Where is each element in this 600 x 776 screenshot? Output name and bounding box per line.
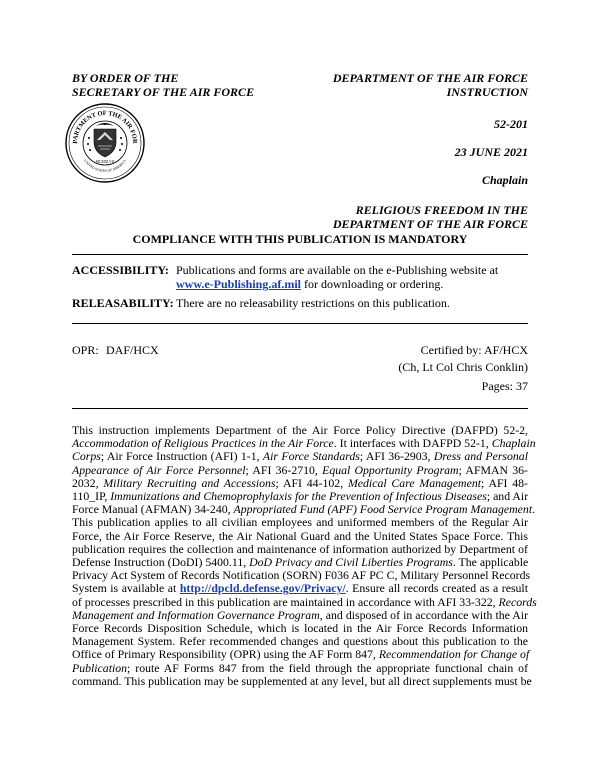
body-text: System is available at — [72, 581, 180, 596]
afpd-title: Accommodation of Religious Practices in the Air Force — [72, 436, 334, 451]
doc-title: Recommendation for Change of — [378, 647, 530, 662]
body-text: ; AFMAN 36- — [458, 462, 528, 477]
doc-title: DoD Privacy and Civil Liberties Programs — [249, 555, 453, 570]
accessibility-line1: Publications and forms are available on the e-Publishing website at — [176, 263, 499, 277]
doc-title: Medical Care Management — [347, 475, 481, 490]
certifier-name: (Ch, Lt Col Chris Conklin) — [398, 360, 528, 374]
body-text: Privacy Act System of Records Notification (SORN) F036 AF PC C, Military Personnel Records — [72, 568, 531, 583]
releasability-label: RELEASABILITY: — [72, 296, 174, 310]
doc-title: Appropriated Fund (APF) Food Service Program Management — [233, 502, 533, 517]
body-text: ; route AF Forms 847 from the field through the appropriate functional chain of — [127, 660, 528, 675]
body-line — [72, 673, 532, 688]
doc-title: Appearance of Air Force Personnel — [72, 462, 246, 477]
privacy-link[interactable]: http://dpcld.defense.gov/Privacy/ — [179, 581, 346, 596]
e-publishing-link[interactable]: www.e-Publishing.af.mil — [176, 277, 302, 291]
releasability-text: There are no releasability restrictions on this publication. — [176, 296, 450, 310]
doc-title: Military Recruiting and Accessions — [103, 475, 276, 490]
introduction-paragraph — [72, 423, 537, 688]
body-text: ; AFI 48- — [481, 475, 528, 490]
body-text: ; AFI 44-102, — [275, 475, 348, 490]
body-text: ; AFI 36-2903, — [359, 449, 434, 464]
header-right — [278, 71, 528, 231]
opr-value: DAF/HCX — [106, 343, 159, 357]
body-text: Force Manual (AFMAN) 34-240, — [72, 502, 234, 517]
divider-middle — [72, 323, 528, 324]
certified-by: Certified by: AF/HCX — [420, 343, 528, 357]
doc-title: Air Force Standards — [262, 449, 360, 464]
compliance-statement: COMPLIANCE WITH THIS PUBLICATION IS MANDATORY — [132, 232, 468, 246]
doc-title: Dress and Personal — [433, 449, 528, 464]
body-text: . — [532, 502, 536, 517]
divider-bottom — [72, 408, 528, 409]
body-text: This publication applies to all civilian employees and uniformed members of the Regular Air — [72, 515, 528, 530]
air-force-seal-icon — [64, 102, 146, 184]
body-text: This instruction implements Department of the Air Force Policy Directive (DAFPD) 52-2, — [72, 423, 528, 437]
accessibility-line2: for downloading or ordering. — [301, 277, 444, 291]
body-text: Force, the Air Force Reserve, the Air National Guard and the United States Space Force. This — [72, 528, 528, 543]
body-text: . The applicable — [452, 555, 529, 570]
body-text: Defense Instruction (DoDI) 5400.11, — [72, 555, 250, 570]
doc-title: Management and Information Governance Program — [72, 607, 320, 622]
body-text: Management System. Refer recommended changes and questions about this publication to the — [72, 634, 528, 649]
body-text: publication requires the collection and maintenance of information authorized by Department of — [72, 541, 528, 556]
body-text: command. This publication may be supplemented at any level, but all direct supplements must be — [72, 673, 532, 688]
seal-year: MCMXLVII — [95, 160, 115, 164]
doc-title: Corps — [72, 449, 101, 464]
header-left-line2: SECRETARY OF THE AIR FORCE — [72, 85, 255, 99]
publication-title-line2: DEPARTMENT OF THE AIR FORCE — [332, 217, 528, 231]
body-text: of processes prescribed in this publication are maintained in accordance with AFI 33-322, — [72, 594, 499, 609]
body-text: ; Air Force Instruction (AFI) 1-1, — [100, 449, 263, 464]
header-right-line2: INSTRUCTION — [446, 85, 528, 99]
certification-block — [398, 343, 528, 393]
accessibility-text — [176, 263, 528, 291]
publication-title-line1: RELIGIOUS FREEDOM IN THE — [355, 203, 528, 217]
doc-title: Records — [498, 594, 537, 609]
publication-date: 23 JUNE 2021 — [454, 145, 528, 159]
publication-category: Chaplain — [481, 173, 528, 187]
doc-title: Equal Opportunity Program — [322, 462, 459, 477]
header-left-line1: BY ORDER OF THE — [72, 71, 179, 85]
body-text: . Ensure all records created as a result — [345, 581, 528, 596]
body-text: . It interfaces with DAFPD 52-1, — [333, 436, 492, 451]
publication-number: 52-201 — [494, 117, 528, 131]
divider-top — [72, 254, 528, 255]
body-text: , and disposed of in accordance with the Air — [319, 607, 528, 622]
accessibility-label: ACCESSIBILITY: — [72, 263, 169, 277]
body-text: 110_IP, — [72, 489, 111, 504]
page-count: Pages: 37 — [481, 379, 528, 393]
doc-title: Immunizations and Chemoprophylaxis for the Prevention of Infectious Diseases — [110, 489, 487, 504]
seal-text-bottom: UNITED STATES OF AMERICA — [83, 158, 127, 174]
opr-label: OPR: — [72, 343, 99, 357]
doc-title: Chaplain — [491, 436, 536, 451]
header-right-line1: DEPARTMENT OF THE AIR FORCE — [332, 71, 528, 85]
seal-text-top: PARTMENT OF THE AIR FOR — [71, 109, 139, 144]
header-left — [72, 71, 254, 99]
body-text: ; AFI 36-2710, — [245, 462, 323, 477]
body-text: 2032, — [72, 475, 104, 490]
body-text: Office of Primary Responsibility (OPR) using the AF Form 847, — [72, 647, 379, 662]
body-text: ; and Air — [486, 489, 529, 504]
doc-title: Publication — [72, 660, 128, 675]
body-text: Force Records Disposition Schedule, which is located in the Air Force Records Information — [72, 621, 528, 636]
